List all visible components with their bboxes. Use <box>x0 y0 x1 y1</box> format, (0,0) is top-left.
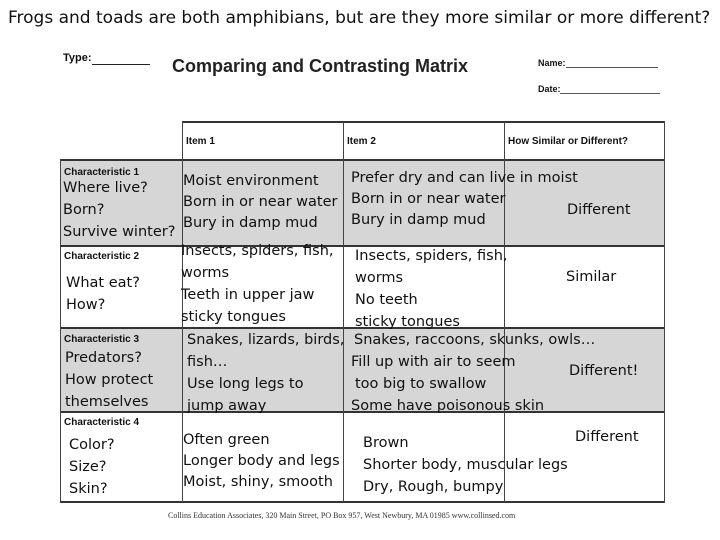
frog-text: fish… <box>187 354 228 370</box>
frog-text: Insects, spiders, fish, <box>181 243 334 259</box>
matrix-col-2 <box>343 121 344 503</box>
prompt-text: Survive winter? <box>63 224 176 240</box>
prompt-text: How protect <box>65 372 154 388</box>
prompt-text: Where live? <box>63 180 148 196</box>
publisher-footer: Collins Education Associates, 320 Main Street, PO Box 957, West Newbury, MA 01985 www.collinsed.com <box>168 511 516 520</box>
frog-text: Snakes, lizards, birds, <box>187 332 345 348</box>
toad-text: Insects, spiders, fish, <box>355 248 508 264</box>
row-2-prompts <box>66 272 140 316</box>
frog-text: Teeth in upper jaw <box>181 287 315 303</box>
frog-text: Often green <box>183 432 270 448</box>
frog-text: Bury in damp mud <box>183 215 318 231</box>
row-4-verdict: Different <box>575 429 639 445</box>
row-1-prompts <box>63 177 175 243</box>
frog-text: worms <box>181 265 230 281</box>
prompt-text: themselves <box>65 394 149 410</box>
matrix-rule-top <box>182 121 665 123</box>
prompt-text: Predators? <box>65 350 142 366</box>
row-3-prompts <box>65 347 153 413</box>
frog-text: Moist environment <box>183 173 319 189</box>
name-label: Name: <box>538 58 566 68</box>
matrix-rule-bottom <box>60 501 665 503</box>
row-3-frog <box>187 329 344 417</box>
toad-text: too big to swallow <box>355 376 487 392</box>
name-line <box>566 67 658 68</box>
row-4-toad <box>363 432 568 498</box>
toad-text: Born in or near water <box>351 191 506 207</box>
frog-text: Born in or near water <box>183 194 338 210</box>
row-1-toad <box>351 168 578 231</box>
frog-text: Use long legs to <box>187 376 304 392</box>
frog-text: sticky tongues <box>181 309 286 325</box>
header-item-2: Item 2 <box>347 136 376 147</box>
matrix-col-left <box>60 159 61 503</box>
matrix-col-right <box>664 121 665 503</box>
worksheet-title: Comparing and Contrasting Matrix <box>172 56 469 76</box>
page-question: Frogs and toads are both amphibians, but are they more similar or more different? <box>8 8 711 28</box>
toad-text: Some have poisonous skin <box>351 398 545 414</box>
toad-text: Dry, Rough, bumpy <box>363 479 504 495</box>
prompt-text: How? <box>66 297 106 313</box>
frog-text: Moist, shiny, smooth <box>183 474 333 490</box>
frog-text: Longer body and legs <box>183 453 340 469</box>
row-3-verdict: Different! <box>569 363 639 379</box>
frog-text: jump away <box>187 398 267 414</box>
toad-text: sticky tongues <box>355 314 460 330</box>
characteristic-1-label: Characteristic 1 <box>64 167 140 178</box>
row-1-frog <box>183 171 337 234</box>
prompt-text: What eat? <box>66 275 140 291</box>
date-line <box>560 93 660 94</box>
row-3-toad <box>351 329 595 417</box>
toad-text: Fill up with air to seem <box>351 354 516 370</box>
header-similar-different: How Similar or Different? <box>508 136 629 147</box>
row-2-frog <box>181 240 334 328</box>
row-2-toad <box>355 245 508 333</box>
row-4-prompts <box>69 434 115 500</box>
toad-text: Shorter body, muscular legs <box>363 457 568 473</box>
prompt-text: Skin? <box>69 481 108 497</box>
matrix-rule-header <box>60 159 665 161</box>
type-label: Type: <box>63 52 92 64</box>
toad-text: Bury in damp mud <box>351 212 486 228</box>
characteristic-2-label: Characteristic 2 <box>64 251 140 262</box>
row-1-verdict: Different <box>567 202 631 218</box>
toad-text: No teeth <box>355 292 418 308</box>
prompt-text: Born? <box>63 202 105 218</box>
comparison-matrix <box>60 121 665 505</box>
toad-text: Snakes, raccoons, skunks, owls… <box>354 332 596 348</box>
characteristic-4-label: Characteristic 4 <box>64 417 140 428</box>
date-label: Date: <box>538 84 561 94</box>
prompt-text: Color? <box>69 437 115 453</box>
row-4-frog <box>183 430 340 493</box>
row-2-verdict: Similar <box>566 269 617 285</box>
type-line <box>92 64 150 65</box>
header-item-1: Item 1 <box>186 136 215 147</box>
toad-text: worms <box>355 270 404 286</box>
toad-text: Prefer dry and can live in moist <box>351 170 578 186</box>
characteristic-3-label: Characteristic 3 <box>64 334 140 345</box>
prompt-text: Size? <box>69 459 107 475</box>
toad-text: Brown <box>363 435 409 451</box>
